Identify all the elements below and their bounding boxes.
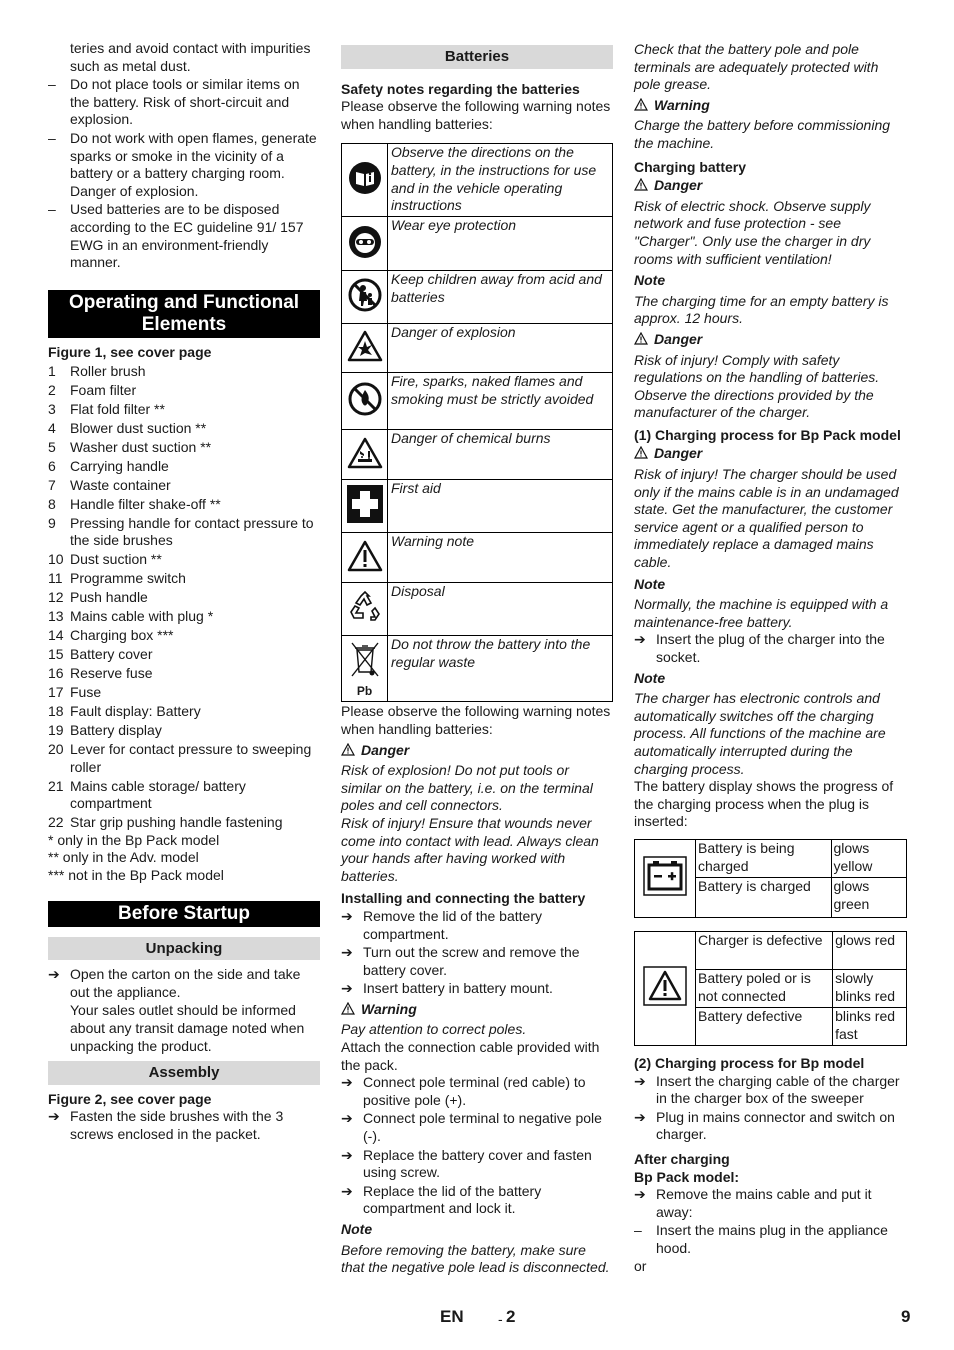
display-signal: glows red xyxy=(833,931,907,969)
element-item xyxy=(48,778,320,813)
element-label: Battery cover xyxy=(70,646,153,663)
element-number: 1 xyxy=(48,362,56,379)
unpacking-step xyxy=(48,966,320,1001)
charging-heading: Charging battery xyxy=(634,158,747,175)
display-signal: glows green xyxy=(831,877,907,917)
danger-label: Danger xyxy=(361,741,410,758)
element-label: Washer dust suction ** xyxy=(70,438,212,455)
step-text: Insert the plug of the charger into the socket. xyxy=(656,631,885,665)
display-signal: glows yellow xyxy=(831,839,907,877)
footnote: *** not in the Bp Pack model xyxy=(48,866,224,883)
connect-step xyxy=(341,1074,613,1109)
arrow-icon: ➔ xyxy=(634,1072,646,1089)
symbol-text: Fire, sparks, naked flames and smoking must be strictly avoided xyxy=(388,373,613,430)
danger-triangle-icon xyxy=(634,332,648,345)
display-signal: blinks red fast xyxy=(833,1007,907,1045)
danger-text: Risk of injury! The charger should be used only if the mains cable is in an undamaged state. Get the manufacturer, the customer service agent or a qualified person to immediately replace a damaged mains cable. xyxy=(634,466,899,571)
element-label: Mains cable storage/ battery compartment xyxy=(70,777,246,812)
footer-sub-page: 2 xyxy=(506,1307,516,1326)
element-item xyxy=(48,684,320,702)
element-label: Battery display xyxy=(70,722,162,739)
symbol-text: Warning note xyxy=(388,533,613,583)
arrow-icon: ➔ xyxy=(341,944,353,961)
element-number: 3 xyxy=(48,400,56,417)
recycling-icon xyxy=(342,583,388,636)
process-heading: (2) Charging process for Bp model xyxy=(634,1054,865,1071)
arrow-icon: ➔ xyxy=(634,1108,646,1125)
step-text: Fasten the side brushes with the 3 screws enclosed in the packet. xyxy=(70,1108,284,1142)
danger-heading xyxy=(341,742,613,760)
step-text: Connect pole terminal (red cable) to positive pole (+). xyxy=(363,1074,586,1108)
footer-separator: - xyxy=(498,1311,503,1327)
element-item xyxy=(48,627,320,645)
element-item xyxy=(48,515,320,550)
install-heading: Installing and connecting the battery xyxy=(341,890,586,907)
install-step xyxy=(341,980,613,998)
element-number: 22 xyxy=(48,814,64,831)
warning-label: Warning xyxy=(654,96,710,113)
footnote: ** only in the Adv. model xyxy=(48,849,199,866)
danger-label: Danger xyxy=(654,330,703,347)
element-number: 2 xyxy=(48,381,56,398)
danger-label: Danger xyxy=(654,177,703,194)
element-item xyxy=(48,741,320,776)
install-step xyxy=(341,944,613,979)
display-state: Battery defective xyxy=(696,1007,833,1045)
element-label: Carrying handle xyxy=(70,457,169,474)
section-heading-operating: Operating and Functional Elements xyxy=(48,290,320,338)
warning-heading xyxy=(341,1001,613,1019)
eye-protection-icon xyxy=(342,217,388,271)
symbol-row xyxy=(342,636,613,702)
assembly-step xyxy=(48,1108,320,1143)
element-label: Lever for contact pressure to sweeping roller xyxy=(70,741,312,775)
step-text: Replace the battery cover and fasten using screw. xyxy=(363,1146,592,1181)
connect-step xyxy=(341,1147,613,1182)
element-item xyxy=(48,646,320,664)
symbol-text: Keep children away from acid and batteries xyxy=(388,271,613,324)
element-number: 12 xyxy=(48,589,64,606)
crossed-bin-icon xyxy=(342,636,388,702)
step-text: Insert battery in battery mount. xyxy=(363,980,553,997)
warning-label: Warning xyxy=(361,1000,417,1017)
step-text: Remove the lid of the battery compartment. xyxy=(363,907,542,942)
element-item xyxy=(48,703,320,721)
element-number: 5 xyxy=(48,438,56,455)
symbol-row xyxy=(342,480,613,533)
note-heading: Note xyxy=(634,669,666,686)
dash-text: Insert the mains plug in the appliance hood. xyxy=(656,1222,888,1256)
element-number: 19 xyxy=(48,722,64,739)
footnote: * only in the Bp Pack model xyxy=(48,831,220,848)
symbol-text: Danger of explosion xyxy=(388,324,613,373)
chemical-burn-icon xyxy=(342,430,388,480)
symbol-text: Disposal xyxy=(388,583,613,636)
danger-heading xyxy=(634,331,907,349)
symbol-row xyxy=(342,144,613,217)
display-state: Battery is charged xyxy=(696,877,832,917)
danger-triangle-icon xyxy=(634,446,648,459)
after-intro: Please observe the following warning notes when handling batteries: xyxy=(341,703,611,737)
column-1 xyxy=(48,40,320,1143)
intro-item: – Do not place tools or similar items on the battery. Risk of short-circuit and explosion. xyxy=(48,76,320,129)
element-label: Mains cable with plug * xyxy=(70,608,214,625)
bp-pack-heading: Bp Pack model: xyxy=(634,1168,740,1185)
note-text: The charging time for an empty battery is approx. 12 hours. xyxy=(634,292,889,327)
display-state: Battery poled or is not connected xyxy=(696,969,833,1007)
danger-label: Danger xyxy=(654,445,703,462)
symbol-text: Do not throw the battery into the regular waste xyxy=(388,636,613,702)
step-text: Open the carton on the side and take out the appliance. xyxy=(70,966,301,1000)
column-2 xyxy=(341,40,613,1277)
element-item xyxy=(48,589,320,607)
danger-triangle-icon xyxy=(341,743,355,756)
warning-icon xyxy=(342,533,388,583)
after-step xyxy=(634,1186,907,1221)
connect-step xyxy=(341,1110,613,1145)
element-number: 18 xyxy=(48,703,64,720)
element-number: 10 xyxy=(48,551,64,568)
element-item xyxy=(48,608,320,626)
warning-heading xyxy=(634,97,907,115)
display-row xyxy=(635,931,907,969)
element-number: 7 xyxy=(48,476,56,493)
fault-warning-icon xyxy=(635,931,696,1045)
column-3 xyxy=(634,40,907,1276)
element-label: Star grip pushing handle fastening xyxy=(70,814,283,831)
after-dash-item xyxy=(634,1222,907,1257)
element-item xyxy=(48,363,320,381)
subheading-batteries: Batteries xyxy=(341,45,613,69)
arrow-icon: ➔ xyxy=(341,1146,353,1163)
symbol-row xyxy=(342,583,613,636)
element-number: 11 xyxy=(48,570,63,587)
fault-display-table xyxy=(634,931,907,1046)
arrow-icon: ➔ xyxy=(48,1108,60,1125)
footer-page-number: 9 xyxy=(901,1307,911,1326)
arrow-icon: ➔ xyxy=(634,631,646,648)
arrow-icon: ➔ xyxy=(341,1182,353,1199)
display-intro: The battery display shows the progress of the charging process when the plug is inserted: xyxy=(634,778,894,830)
element-number: 13 xyxy=(48,608,64,625)
element-label: Foam filter xyxy=(70,381,137,398)
arrow-icon: ➔ xyxy=(341,980,353,997)
first-aid-icon xyxy=(342,480,388,533)
element-item xyxy=(48,814,320,832)
element-item xyxy=(48,496,320,514)
pb-label: Pb xyxy=(356,683,373,698)
element-label: Charging box *** xyxy=(70,627,174,644)
process-heading: (1) Charging process for Bp Pack model xyxy=(634,426,901,443)
symbol-row xyxy=(342,217,613,271)
element-item xyxy=(48,570,320,588)
check-text: Check that the battery pole and pole terminals are adequately protected with pole grease. xyxy=(634,41,879,93)
symbol-text: Danger of chemical burns xyxy=(388,430,613,480)
danger-heading xyxy=(634,177,907,195)
warning-text: Pay attention to correct poles. xyxy=(341,1021,527,1038)
proc2-step xyxy=(634,1109,907,1144)
element-item xyxy=(48,382,320,400)
danger-triangle-icon xyxy=(634,178,648,191)
danger-text: Risk of explosion! Do not put tools or similar on the battery, i.e. on the terminal poles and cell connectors. xyxy=(341,762,593,814)
figure-reference: Figure 2, see cover page xyxy=(48,1090,212,1107)
step-text: Plug in mains connector and switch on charger. xyxy=(656,1108,895,1143)
step-text: Turn out the screw and remove the battery cover. xyxy=(363,944,580,978)
element-number: 15 xyxy=(48,646,64,663)
element-item xyxy=(48,551,320,569)
battery-display-table xyxy=(634,839,907,918)
element-label: Programme switch xyxy=(70,570,186,587)
warning-triangle-icon xyxy=(634,98,648,111)
safety-intro: Please observe the following warning notes when handling batteries: xyxy=(341,98,611,132)
note-text: Before removing the battery, make sure that the negative pole lead is disconnected. xyxy=(341,1241,610,1276)
element-label: Roller brush xyxy=(70,362,146,379)
display-state: Battery is being charged xyxy=(696,839,832,877)
display-row xyxy=(635,839,907,877)
element-item xyxy=(48,665,320,683)
after-heading: After charging xyxy=(634,1150,730,1167)
step-text: Replace the lid of the battery compartment and lock it. xyxy=(363,1182,542,1217)
display-state: Charger is defective xyxy=(696,931,833,969)
step-text: Connect pole terminal to negative pole (-). xyxy=(363,1110,602,1145)
symbol-row xyxy=(342,324,613,373)
proc2-step xyxy=(634,1073,907,1108)
element-number: 9 xyxy=(48,514,56,531)
plug-step xyxy=(634,631,907,666)
arrow-icon: ➔ xyxy=(341,907,353,924)
intro-item: – Used batteries are to be disposed according to the EC guideline 91/ 157 EWG in an environment-friendly manner. xyxy=(48,201,320,271)
safety-symbols-table xyxy=(341,143,613,702)
symbol-row xyxy=(342,271,613,324)
danger-heading xyxy=(634,445,907,463)
arrow-icon: ➔ xyxy=(634,1186,646,1203)
element-item xyxy=(48,401,320,419)
element-label: Fuse xyxy=(70,684,102,701)
warning-triangle-icon xyxy=(341,1002,355,1015)
or-text: or xyxy=(634,1258,647,1275)
install-step xyxy=(341,908,613,943)
no-flames-icon xyxy=(342,373,388,430)
intro-item: – Do not work with open flames, generate sparks or smoke in the vicinity of a battery or a battery charging room. Danger of explosion. xyxy=(48,130,320,200)
element-number: 8 xyxy=(48,495,56,512)
subheading-unpacking: Unpacking xyxy=(48,937,320,961)
element-number: 14 xyxy=(48,627,64,644)
explosion-icon xyxy=(342,324,388,373)
note-heading: Note xyxy=(634,272,666,289)
danger-text: Risk of injury! Comply with safety regulations on the handling of batteries. Observe the directions provided by the manufacturer of the charger. xyxy=(634,351,880,421)
element-label: Fault display: Battery xyxy=(70,703,201,720)
element-label: Flat fold filter ** xyxy=(70,400,165,417)
element-label: Reserve fuse xyxy=(70,665,153,682)
element-label: Pressing handle for contact pressure to the side brushes xyxy=(70,514,314,549)
note-text: Normally, the machine is equipped with a maintenance-free battery. xyxy=(634,596,889,630)
symbol-row xyxy=(342,373,613,430)
warning-text: Charge the battery before commissioning the machine. xyxy=(634,117,891,151)
arrow-icon: ➔ xyxy=(48,966,60,983)
element-number: 4 xyxy=(48,419,56,436)
element-number: 20 xyxy=(48,741,64,757)
footer-language: EN xyxy=(440,1307,464,1326)
safety-heading: Safety notes regarding the batteries xyxy=(341,80,580,97)
note-text: The charger has electronic controls and automatically switches off the charging process. All functions of the machine are automatically interrupted during the charging process. xyxy=(634,690,886,777)
step-text: Remove the mains cable and put it away: xyxy=(656,1186,872,1220)
element-item xyxy=(48,439,320,457)
battery-icon xyxy=(635,839,696,917)
symbol-row xyxy=(342,533,613,583)
element-item xyxy=(48,477,320,495)
intro-continuation: teries and avoid contact with impurities such as metal dust. xyxy=(70,40,311,74)
section-heading-startup: Before Startup xyxy=(48,901,320,927)
element-label: Push handle xyxy=(70,589,148,606)
unpacking-note: Your sales outlet should be informed about any transit damage noted when unpacking the product. xyxy=(70,1002,305,1054)
keep-children-away-icon xyxy=(342,271,388,324)
danger-text: Risk of injury! Ensure that wounds never come into contact with lead. Always clean your hands after having worked with batteries. xyxy=(341,814,599,884)
element-number: 17 xyxy=(48,684,64,701)
element-label: Waste container xyxy=(70,476,171,493)
elements-list xyxy=(48,363,320,832)
element-label: Blower dust suction ** xyxy=(70,419,207,436)
display-signal: slowly blinks red xyxy=(833,969,907,1007)
element-number: 6 xyxy=(48,457,56,474)
element-item xyxy=(48,722,320,740)
element-label: Dust suction ** xyxy=(70,551,162,568)
element-number: 16 xyxy=(48,665,64,682)
connect-step xyxy=(341,1183,613,1218)
figure-reference: Figure 1, see cover page xyxy=(48,343,212,360)
arrow-icon: ➔ xyxy=(341,1110,353,1127)
symbol-row xyxy=(342,430,613,480)
step-text: Insert the charging cable of the charger in the charger box of the sweeper xyxy=(656,1072,900,1107)
symbol-text: First aid xyxy=(388,480,613,533)
note-heading: Note xyxy=(341,1221,373,1237)
arrow-icon: ➔ xyxy=(341,1074,353,1091)
symbol-text: Wear eye protection xyxy=(388,217,613,271)
book-info-icon xyxy=(342,144,388,217)
attach-text: Attach the connection cable provided with the pack. xyxy=(341,1039,600,1073)
danger-text: Risk of electric shock. Observe supply network and fuse protection - see "Charger". Only use the charger in dry rooms with sufficient ventilation! xyxy=(634,197,871,267)
element-item xyxy=(48,458,320,476)
element-item xyxy=(48,420,320,438)
note-heading: Note xyxy=(634,575,666,592)
subheading-assembly: Assembly xyxy=(48,1061,320,1085)
element-label: Handle filter shake-off ** xyxy=(70,495,221,512)
element-number: 21 xyxy=(48,777,64,794)
symbol-text: Observe the directions on the battery, in the instructions for use and in the vehicle operating instructions xyxy=(388,144,613,217)
